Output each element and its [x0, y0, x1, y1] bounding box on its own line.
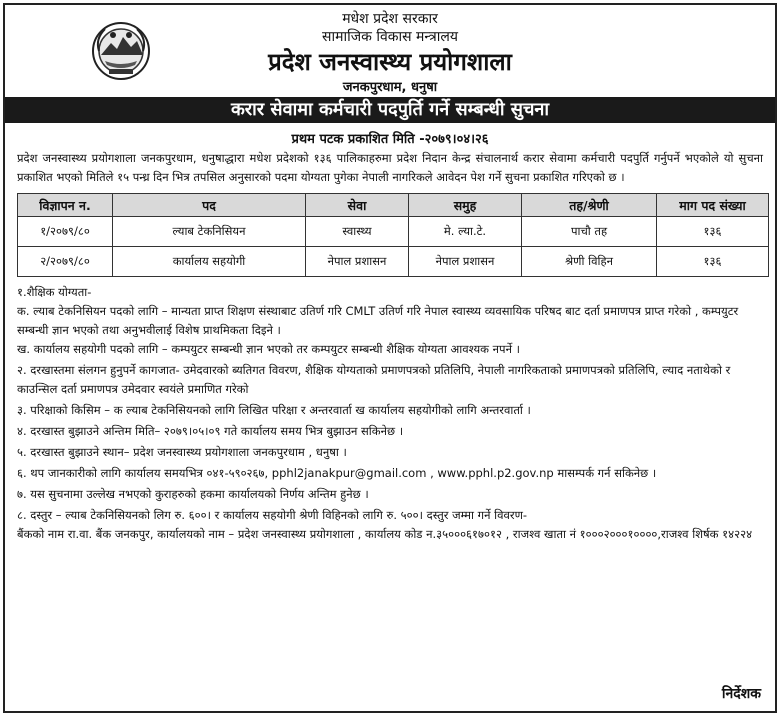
table-cell: कार्यालय सहयोगी [113, 247, 306, 277]
table-cell: १/२०७९/८० [18, 217, 113, 247]
section-deadline: ४. दरखास्त बुझाउने अन्तिम मिति– २०७९।०५।०९ गते कार्यालय समय भित्र बुझाउन सकिनेछ । [17, 424, 404, 438]
column-header: तह/श्रेणी [522, 194, 657, 217]
section-contact: ६. थप जानकारीको लागि कार्यालय समयभित्र ०४१-५९०२६७, pphl2janakpur@gmail.com , www.pphl.p2.gov.np मासम्पर्क गर्न सकिनेछ । [17, 466, 657, 480]
government-name: मधेश प्रदेश सरकार [342, 11, 438, 27]
intro-paragraph: प्रदेश जनस्वास्थ्य प्रयोगशाला जनकपुरधाम, धनुषाद्धारा मधेश प्रदेशको १३६ पालिकाहरुमा प्रदेश निदान केन्द्र संचालनार्थ करार सेवामा कर्मचारी पदपुर्ति गर्नुपर्ने भएकोले यो सुचना प्रकाशित भएको मितिले १५ पन्ध्र दिन भित्र तपसिल अनुसारको पदमा योग्यता पुगेका नेपाली नागरिकले आवेदन पेश गर्ने सुचना प्रकाशित गरिएको छ । [17, 151, 763, 184]
table-cell: श्रेणी विहिन [522, 247, 657, 277]
section-fee: ८. दस्तुर – ल्याब टेकनिसियनको लिग रु. ६००। र कार्यालय सहयोगी श्रेणी विहिनको लागि रु. ५००। दस्तुर जम्मा गर्ने विवरण- [17, 508, 528, 522]
column-header: पद [113, 194, 306, 217]
table-header-row [18, 194, 769, 217]
table-cell: १३६ [657, 217, 769, 247]
letterhead [5, 5, 775, 97]
table-row [18, 217, 769, 247]
table-cell: स्वास्थ्य [306, 217, 409, 247]
vacancy-table [17, 193, 769, 277]
table-cell: नेपाल प्रशासन [306, 247, 409, 277]
column-header: माग पद संख्या [657, 194, 769, 217]
column-header: विज्ञापन न. [18, 194, 113, 217]
office-address: जनकपुरधाम, धनुषा [342, 80, 438, 95]
section-location: ५. दरखास्त बुझाउने स्थान– प्रदेश जनस्वास्थ्य प्रयोगशाला जनकपुरधाम , धनुषा । [17, 445, 347, 459]
section-qualification-title: १.शैक्षिक योग्यता- [17, 285, 92, 299]
table-cell: २/२०७९/८० [18, 247, 113, 277]
published-date: प्रथम पटक प्रकाशित मिति -२०७९।०४।२६ [291, 132, 489, 147]
notice-page [3, 3, 777, 713]
section-final-decision: ७. यस सुचनामा उल्लेख नभएको कुराहरुको हकमा कार्यालयको निर्णय अन्तिम हुनेछ । [17, 487, 369, 501]
section-bank-details: बैंकको नाम रा.वा. बैंक जनकपुर, कार्यालयको नाम – प्रदेश जनस्वास्थ्य प्रयोगशाला , कार्यालय कोड न.३५०००६१७०१२ , राजश्व खाता नं १०००२०००१००००,राजश्व शिर्षक १४२२४ [17, 527, 753, 541]
ministry-name: सामाजिक विकास मन्त्रालय [322, 29, 458, 45]
signature-director: निर्देशक [721, 686, 761, 702]
section-exam-type: ३. परिक्षाको किसिम – क ल्याब टेकनिसियनको लागि लिखित परिक्षा र अन्तरवार्ता ख कार्यालय सहयोगीको लागि अन्तरवार्ता । [17, 403, 531, 417]
office-title: प्रदेश जनस्वास्थ्य प्रयोगशाला [268, 48, 512, 76]
table-row [18, 247, 769, 277]
table-cell: १३६ [657, 247, 769, 277]
section-qualification-lab: क. ल्याब टेकनिसियन पदको लागि – मान्यता प्राप्त शिक्षण संस्थाबाट उतिर्ण गरि CMLT उतिर्ण गरि नेपाल स्वास्थ्य व्यवसायिक परिषद बाट दर्ता प्रमाणपत्र प्राप्त गरेको , कम्पयुटर सम्बन्धी ज्ञान भएको तथा अनुभवीलाई विशेष प्राथमिकता दिइने । [17, 304, 739, 337]
table-cell: नेपाल प्रशासन [409, 247, 522, 277]
table-cell: ल्याब टेकनिसियन [113, 217, 306, 247]
table-cell: पाचौ तह [522, 217, 657, 247]
notice-banner: करार सेवामा कर्मचारी पदपुर्ति गर्ने सम्बन्धी सुचना [5, 97, 775, 123]
column-header: समुह [409, 194, 522, 217]
section-qualification-office: ख. कार्यालय सहयोगी पदको लागि – कम्पयुटर सम्बन्धी ज्ञान भएको तर कम्पयुटर सम्बन्धी शैक्षिक योग्यता आवश्यक नपर्ने । [17, 342, 520, 356]
column-header: सेवा [306, 194, 409, 217]
section-documents: २. दरखास्तमा संलगन हुनुपर्ने कागजात- उमेदवारको ब्यतिगत विवरण, शैक्षिक योग्यताको प्रमाणपत्रको प्रतिलिपि, नेपाली नागरिकताको प्रमाणपत्रको प्रतिलिपि, ल्याद नताथेको र काउन्सिल दर्ता प्रमाणपत्र उमेदवार स्वयंले प्रमाणित गरेको [17, 363, 731, 396]
table-cell: मे. ल्या.टे. [409, 217, 522, 247]
